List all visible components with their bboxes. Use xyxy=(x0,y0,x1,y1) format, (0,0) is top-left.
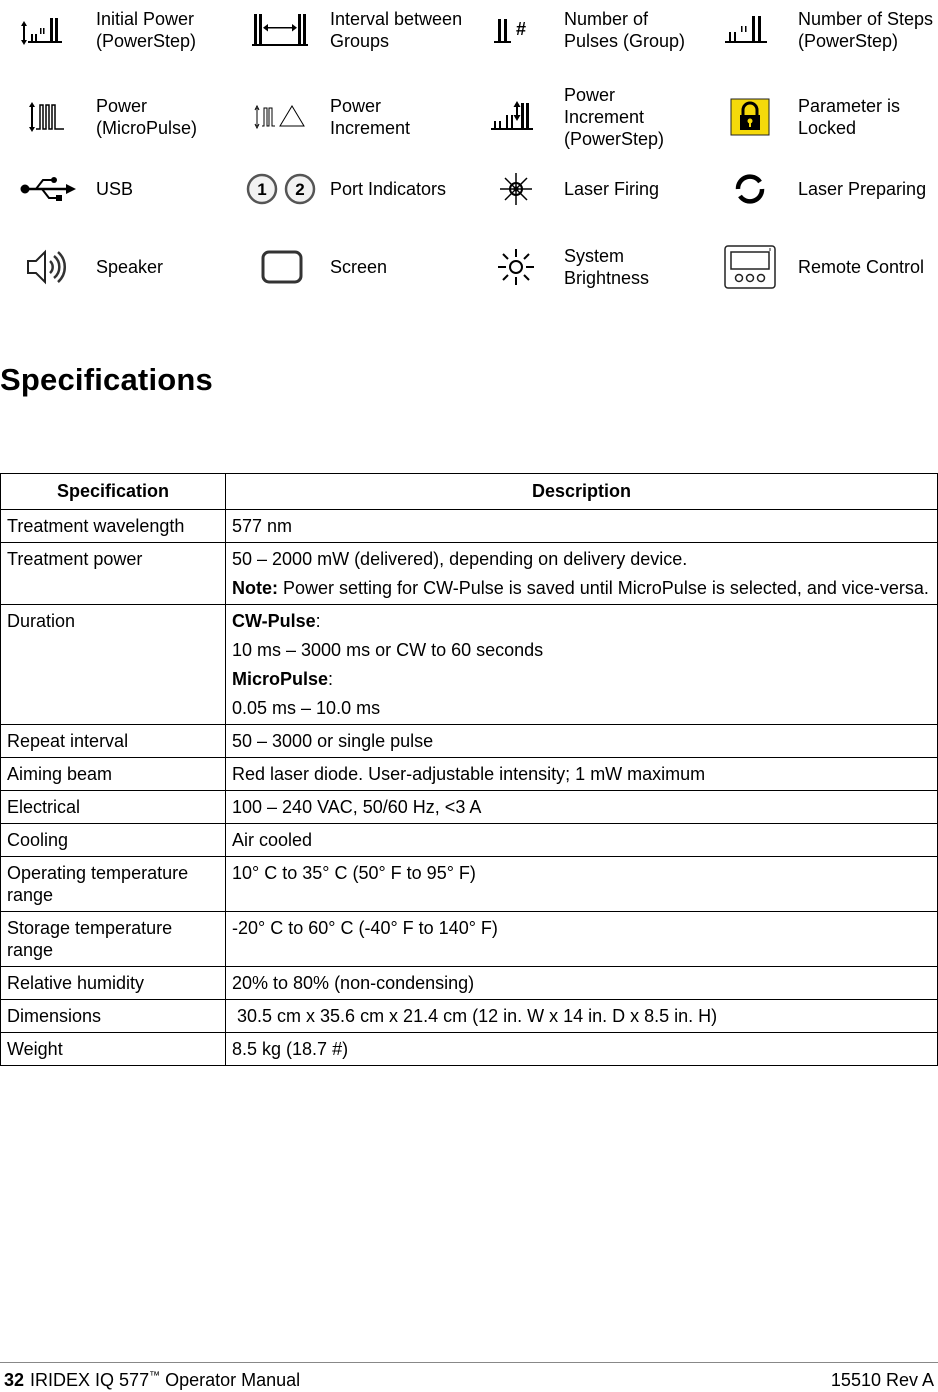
legend-item xyxy=(468,165,702,213)
note-paragraph xyxy=(232,577,931,599)
cw-pulse-label: CW-Pulse xyxy=(232,611,316,631)
legend-label: System Brightness xyxy=(564,246,650,288)
legend-item xyxy=(468,84,702,150)
micropulse-label: MicroPulse xyxy=(232,669,329,689)
laser-preparing-icon xyxy=(702,165,798,213)
micropulse-heading: MicroPulse: xyxy=(232,669,334,689)
legend-label: Interval between Groups xyxy=(330,9,463,51)
legend-label: Port Indicators xyxy=(330,179,447,199)
legend-row xyxy=(0,227,938,307)
legend-item xyxy=(0,165,234,213)
description-text: 577 nm xyxy=(232,516,293,536)
legend-item xyxy=(234,165,468,213)
spec-description xyxy=(226,510,938,543)
table-row xyxy=(1,1033,938,1066)
power-increment-icon xyxy=(234,93,330,141)
specifications-table xyxy=(0,473,938,1066)
footer-left xyxy=(4,1370,300,1391)
legend-row xyxy=(0,0,938,62)
system-brightness-icon xyxy=(468,243,564,291)
manual-title: IRIDEX IQ 577 xyxy=(30,1370,150,1390)
legend-item xyxy=(468,6,702,54)
description-text: 8.5 kg (18.7 #) xyxy=(232,1039,349,1059)
manual-suffix: Operator Manual xyxy=(160,1370,301,1390)
table-row xyxy=(1,605,938,725)
spec-description xyxy=(226,725,938,758)
description-text: 20% to 80% (non-condensing) xyxy=(232,973,475,993)
spec-name: Treatment power xyxy=(1,543,226,605)
port-1-glyph: 1 xyxy=(257,180,267,199)
footer-divider xyxy=(0,1362,938,1363)
spec-description xyxy=(226,824,938,857)
legend-item xyxy=(234,93,468,141)
page-number: 32 xyxy=(4,1370,25,1390)
legend-label: USB xyxy=(96,179,134,199)
legend-label: Speaker xyxy=(96,257,164,277)
spec-description xyxy=(226,1000,938,1033)
power-micropulse-icon xyxy=(0,93,96,141)
section-title: Specifications xyxy=(0,362,213,397)
interval-between-groups-icon xyxy=(234,6,330,54)
spec-description xyxy=(226,967,938,1000)
legend-row xyxy=(0,77,938,157)
laser-firing-icon xyxy=(468,165,564,213)
cw-pulse-heading: CW-Pulse: xyxy=(232,611,321,631)
description-text: -20° C to 60° C (-40° F to 140° F) xyxy=(232,918,498,938)
number-of-steps-powerstep-icon xyxy=(702,6,798,54)
description-text: 100 – 240 VAC, 50/60 Hz, <3 A xyxy=(232,797,482,817)
legend-item xyxy=(702,243,936,291)
table-row xyxy=(1,725,938,758)
legend-label: Power Increment xyxy=(330,96,411,138)
spec-name: Duration xyxy=(1,605,226,725)
legend-item xyxy=(468,243,702,291)
cw-pulse-value: 10 ms – 3000 ms or CW to 60 seconds xyxy=(232,640,544,660)
note-label: Note: xyxy=(232,578,278,598)
description-text: 30.5 cm x 35.6 cm x 21.4 cm (12 in. W x 14 in. D x 8.5 in. H) xyxy=(232,1006,718,1026)
table-row xyxy=(1,758,938,791)
legend-item xyxy=(702,6,936,54)
spec-name: Relative humidity xyxy=(1,967,226,1000)
legend-label: Initial Power (PowerStep) xyxy=(96,9,197,51)
trademark-symbol: ™ xyxy=(149,1370,161,1382)
spec-name: Operating temperature range xyxy=(1,857,226,912)
spec-name: Cooling xyxy=(1,824,226,857)
legend-item xyxy=(0,243,234,291)
spec-name: Storage temperature range xyxy=(1,912,226,967)
legend-item xyxy=(0,6,234,54)
spec-description xyxy=(226,605,938,725)
table-row xyxy=(1,791,938,824)
description-text: 50 – 3000 or single pulse xyxy=(232,731,434,751)
micropulse-value: 0.05 ms – 10.0 ms xyxy=(232,698,381,718)
spec-description xyxy=(226,912,938,967)
legend-label: Number of Pulses (Group) xyxy=(564,9,686,51)
legend-item xyxy=(0,93,234,141)
port-indicators-icon xyxy=(234,165,330,213)
legend-label: Number of Steps (PowerStep) xyxy=(798,9,934,51)
power-increment-powerstep-icon xyxy=(468,93,564,141)
spec-description xyxy=(226,543,938,605)
column-header-specification: Specification xyxy=(1,474,226,510)
table-row xyxy=(1,857,938,912)
icon-legend xyxy=(0,0,938,307)
document-revision: 15510 Rev A xyxy=(830,1370,934,1390)
table-row xyxy=(1,510,938,543)
table-row xyxy=(1,1000,938,1033)
legend-item xyxy=(234,243,468,291)
number-of-pulses-group-icon xyxy=(468,6,564,54)
remote-control-icon xyxy=(702,243,798,291)
description-text: 10° C to 35° C (50° F to 95° F) xyxy=(232,863,476,883)
spec-name: Repeat interval xyxy=(1,725,226,758)
usb-icon xyxy=(0,165,96,213)
table-row xyxy=(1,912,938,967)
legend-label: Screen xyxy=(330,257,388,277)
speaker-icon xyxy=(0,243,96,291)
table-header-row xyxy=(1,474,938,510)
parameter-locked-icon xyxy=(702,93,798,141)
spec-name: Aiming beam xyxy=(1,758,226,791)
legend-item xyxy=(702,93,936,141)
spec-description xyxy=(226,758,938,791)
column-header-description: Description xyxy=(226,474,938,510)
legend-row xyxy=(0,157,938,221)
legend-label: Laser Firing xyxy=(564,179,660,199)
note-text: Power setting for CW-Pulse is saved until MicroPulse is selected, and vice-versa. xyxy=(278,578,929,598)
legend-item xyxy=(702,165,936,213)
description-text: Air cooled xyxy=(232,830,313,850)
legend-label: Power (MicroPulse) xyxy=(96,96,198,138)
svg-text:#: # xyxy=(516,19,527,39)
legend-label: Power Increment (PowerStep) xyxy=(564,85,665,149)
table-row xyxy=(1,543,938,605)
spec-description xyxy=(226,1033,938,1066)
initial-power-powerstep-icon xyxy=(0,6,96,54)
spec-name: Electrical xyxy=(1,791,226,824)
spec-name: Weight xyxy=(1,1033,226,1066)
spec-description xyxy=(226,857,938,912)
screen-icon xyxy=(234,243,330,291)
spec-name: Treatment wavelength xyxy=(1,510,226,543)
legend-label: Laser Preparing xyxy=(798,179,927,199)
legend-item xyxy=(234,6,468,54)
table-row xyxy=(1,824,938,857)
spec-description xyxy=(226,791,938,824)
port-2-glyph: 2 xyxy=(295,180,305,199)
legend-label: Parameter is Locked xyxy=(798,96,901,138)
spec-name: Dimensions xyxy=(1,1000,226,1033)
legend-label: Remote Control xyxy=(798,257,925,277)
description-text: Red laser diode. User-adjustable intensity; 1 mW maximum xyxy=(232,764,706,784)
table-row xyxy=(1,967,938,1000)
description-text: 50 – 2000 mW (delivered), depending on delivery device. xyxy=(232,549,688,569)
